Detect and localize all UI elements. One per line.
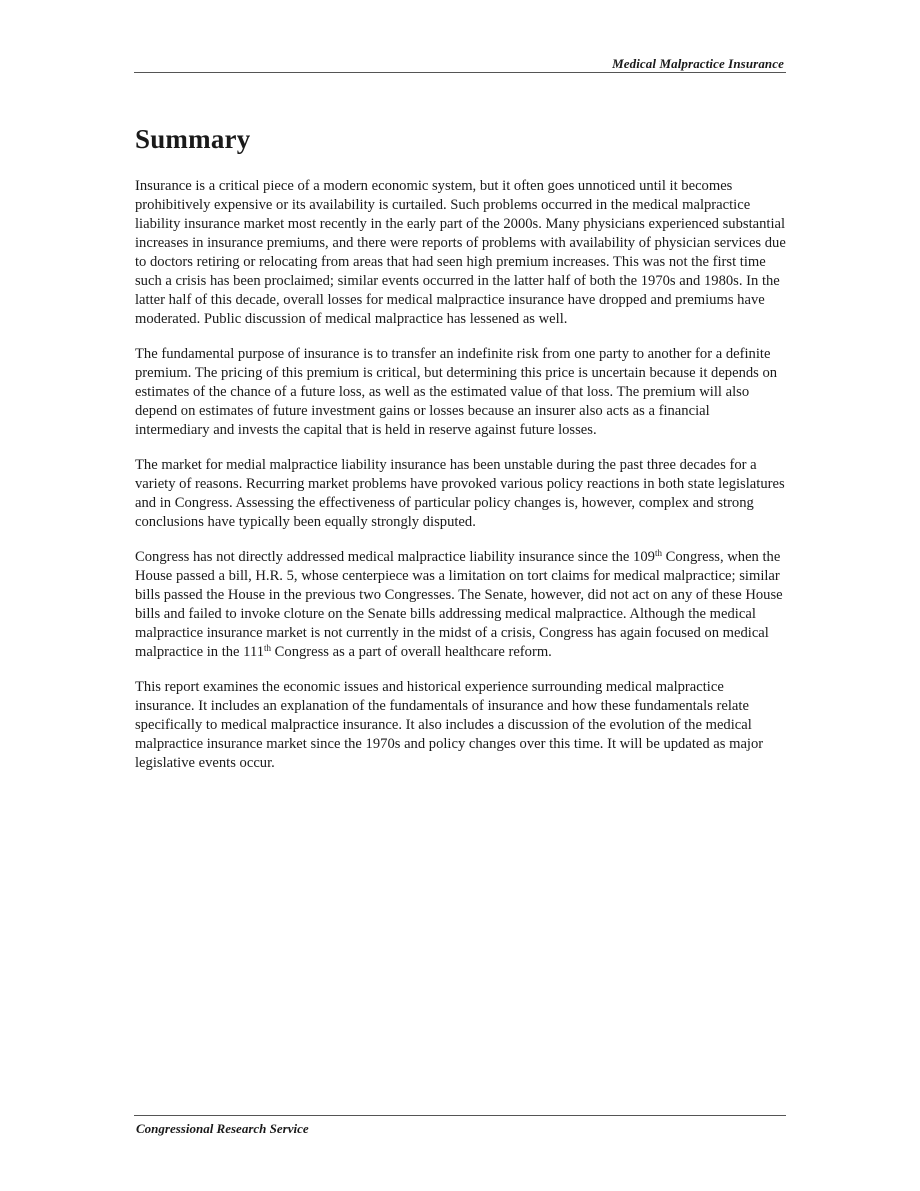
paragraph-market-instability: The market for medial malpractice liability insurance has been unstable during the past three decades for a variety of reasons. Recurring market problems have provoked various policy reactions in both state legislatures and in Congress. Assessing the effectiveness of particular policy changes is, however, complex and strong conclusions have typically been equally strongly disputed. <box>135 457 785 530</box>
footer-source: Congressional Research Service <box>136 1121 309 1136</box>
paragraph-congress-action: Congress has not directly addressed medical malpractice liability insurance since the 109th Congress, when the House passed a bill, H.R. 5, whose centerpiece was a limitation on tort claims for medical malpractice; similar bills passed the House in the previous two Congresses. The Senate, however, did not act on any of these House bills and failed to invoke cloture on the Senate bills addressing medical malpractice. Although the medical malpractice insurance market is not currently in the midst of a crisis, Congress has again focused on medical malpractice in the 111th Congress as a part of overall healthcare reform. <box>135 548 783 660</box>
summary-body <box>135 177 787 789</box>
page-title: Summary <box>135 124 251 154</box>
page-footer <box>134 1115 786 1136</box>
running-header-title: Medical Malpractice Insurance <box>612 56 784 71</box>
paragraph-report-scope: This report examines the economic issues and historical experience surrounding medical malpractice insurance. It includes an explanation of the fundamentals of insurance and how these fundamentals relate specifically to medical malpractice insurance. It also includes a discussion of the evolution of the medical malpractice insurance market since the 1970s and policy changes over this time. It will be updated as major legislative events occur. <box>135 679 764 771</box>
page-header <box>134 56 786 73</box>
paragraph-insurance-overview: Insurance is a critical piece of a modern economic system, but it often goes unnoticed until it becomes prohibitively expensive or its availability is curtailed. Such problems occurred in the medical malpractice liability insurance market most recently in the early part of the 2000s. Many physicians experienced substantial increases in insurance premiums, and there were reports of problems with availability of physician services due to doctors retiring or relocating from areas that had seen high premium increases. This was not the first time such a crisis has been proclaimed; similar events occurred in the latter half of both the 1970s and 1980s. In the latter half of this decade, overall losses for medical malpractice insurance have dropped and premiums have moderated. Public discussion of medical malpractice has lessened as well. <box>135 178 786 327</box>
paragraph-insurance-purpose: The fundamental purpose of insurance is to transfer an indefinite risk from one party to another for a definite premium. The pricing of this premium is critical, but determining this price is uncertain because it depends on estimates of the chance of a future loss, as well as the estimated value of that loss. The premium will also depend on estimates of future investment gains or losses because an insurer also acts as a financial intermediary and invests the capital that is held in reserve against future losses. <box>135 346 778 438</box>
